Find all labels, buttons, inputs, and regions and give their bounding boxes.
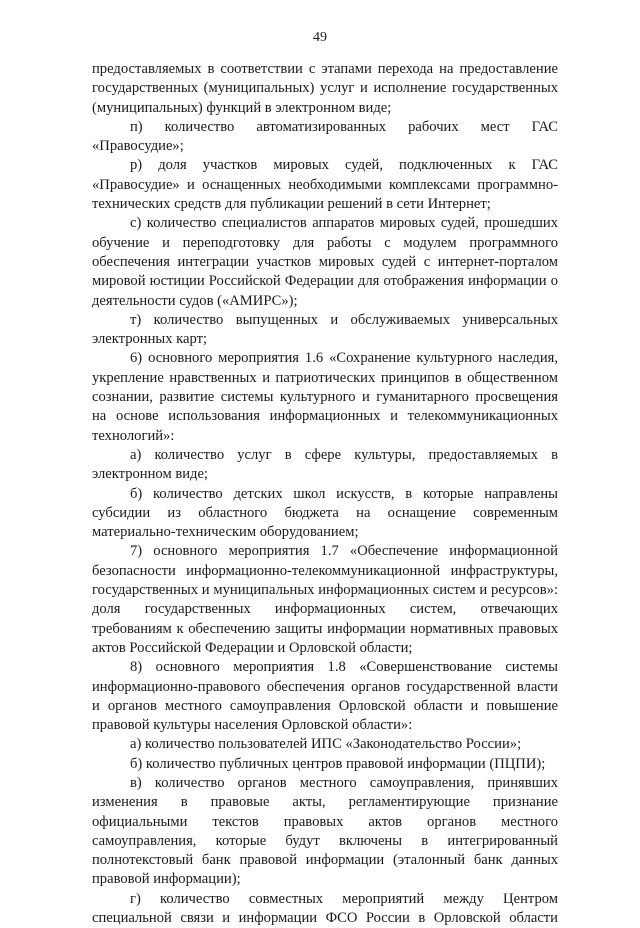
paragraph-11: а) количество пользователей ИПС «Законодательство России»; (130, 736, 522, 753)
paragraph-3: р) доля участков мировых судей, подключенных к ГАС «Правосудие» и оснащенных необходимыми комплексами программно-технических средств для публикации решений в сети Интернет; (92, 157, 558, 213)
paragraph-6: 6) основного мероприятия 1.6 «Сохранение культурного наследия, укрепление нравственных и патриотических принципов в общественном сознании, развитие системы культурного и гуманитарного просвещения на основе использования информационных и телекоммуникационных технологий»: (92, 350, 558, 444)
paragraph-1: предоставляемых в соответствии с этапами перехода на предоставление государственных (муниципальных) услуг и исполнение государственных (муниципальных) функций в электронном виде; (92, 61, 558, 116)
paragraph-7: а) количество услуг в сфере культуры, предоставляемых в электронном виде; (92, 446, 558, 483)
paragraph-13: в) количество органов местного самоуправления, принявших изменения в правовые акты, регламентирующие признание официальными текстов правовых актов органов местного самоуправления, которые будут включены в интегрированный полнотекстовый банк правовой информации (эталонный банк данных правовой информации); (92, 774, 558, 888)
paragraph-10: 8) основного мероприятия 1.8 «Совершенствование системы информационно-правового обеспечения органов государственной власти и органов местного самоуправления Орловской области и повышение правовой культуры населения Орловской области»: (92, 659, 558, 734)
paragraph-9: 7) основного мероприятия 1.7 «Обеспечение информационной безопасности информационно-телекоммуникационной инфраструктуры, государственных и муниципальных информационных систем и ресурсов»: доля государственных информационных систем, отвечающих требованиям к обеспечению защиты информации нормативных правовых актов Российской Федерации и Орловской области; (92, 543, 558, 656)
paragraph-4: с) количество специалистов аппаратов мировых судей, прошедших обучение и переподготовку для работы с модулем программного обеспечения интеграции участков мировых судей с интернет-порталом мировой юстиции Российской Федерации для отображения информации о деятельности судов («АМИРС»); (92, 215, 558, 309)
paragraph-14: г) количество совместных мероприятий между Центром специальной связи и информации ФСО России в Орловской области (92, 890, 558, 927)
paragraph-12: б) количество публичных центров правовой информации (ПЦПИ); (130, 755, 546, 772)
paragraph-5: т) количество выпущенных и обслуживаемых универсальных электронных карт; (92, 311, 558, 348)
document-body (92, 60, 558, 928)
page-number: 49 (313, 30, 327, 45)
paragraph-2: п) количество автоматизированных рабочих мест ГАС «Правосудие»; (92, 118, 558, 155)
paragraph-8: б) количество детских школ искусств, в которые направлены субсидии из областного бюджета на оснащение современным материально-техническим оборудованием; (92, 485, 558, 541)
